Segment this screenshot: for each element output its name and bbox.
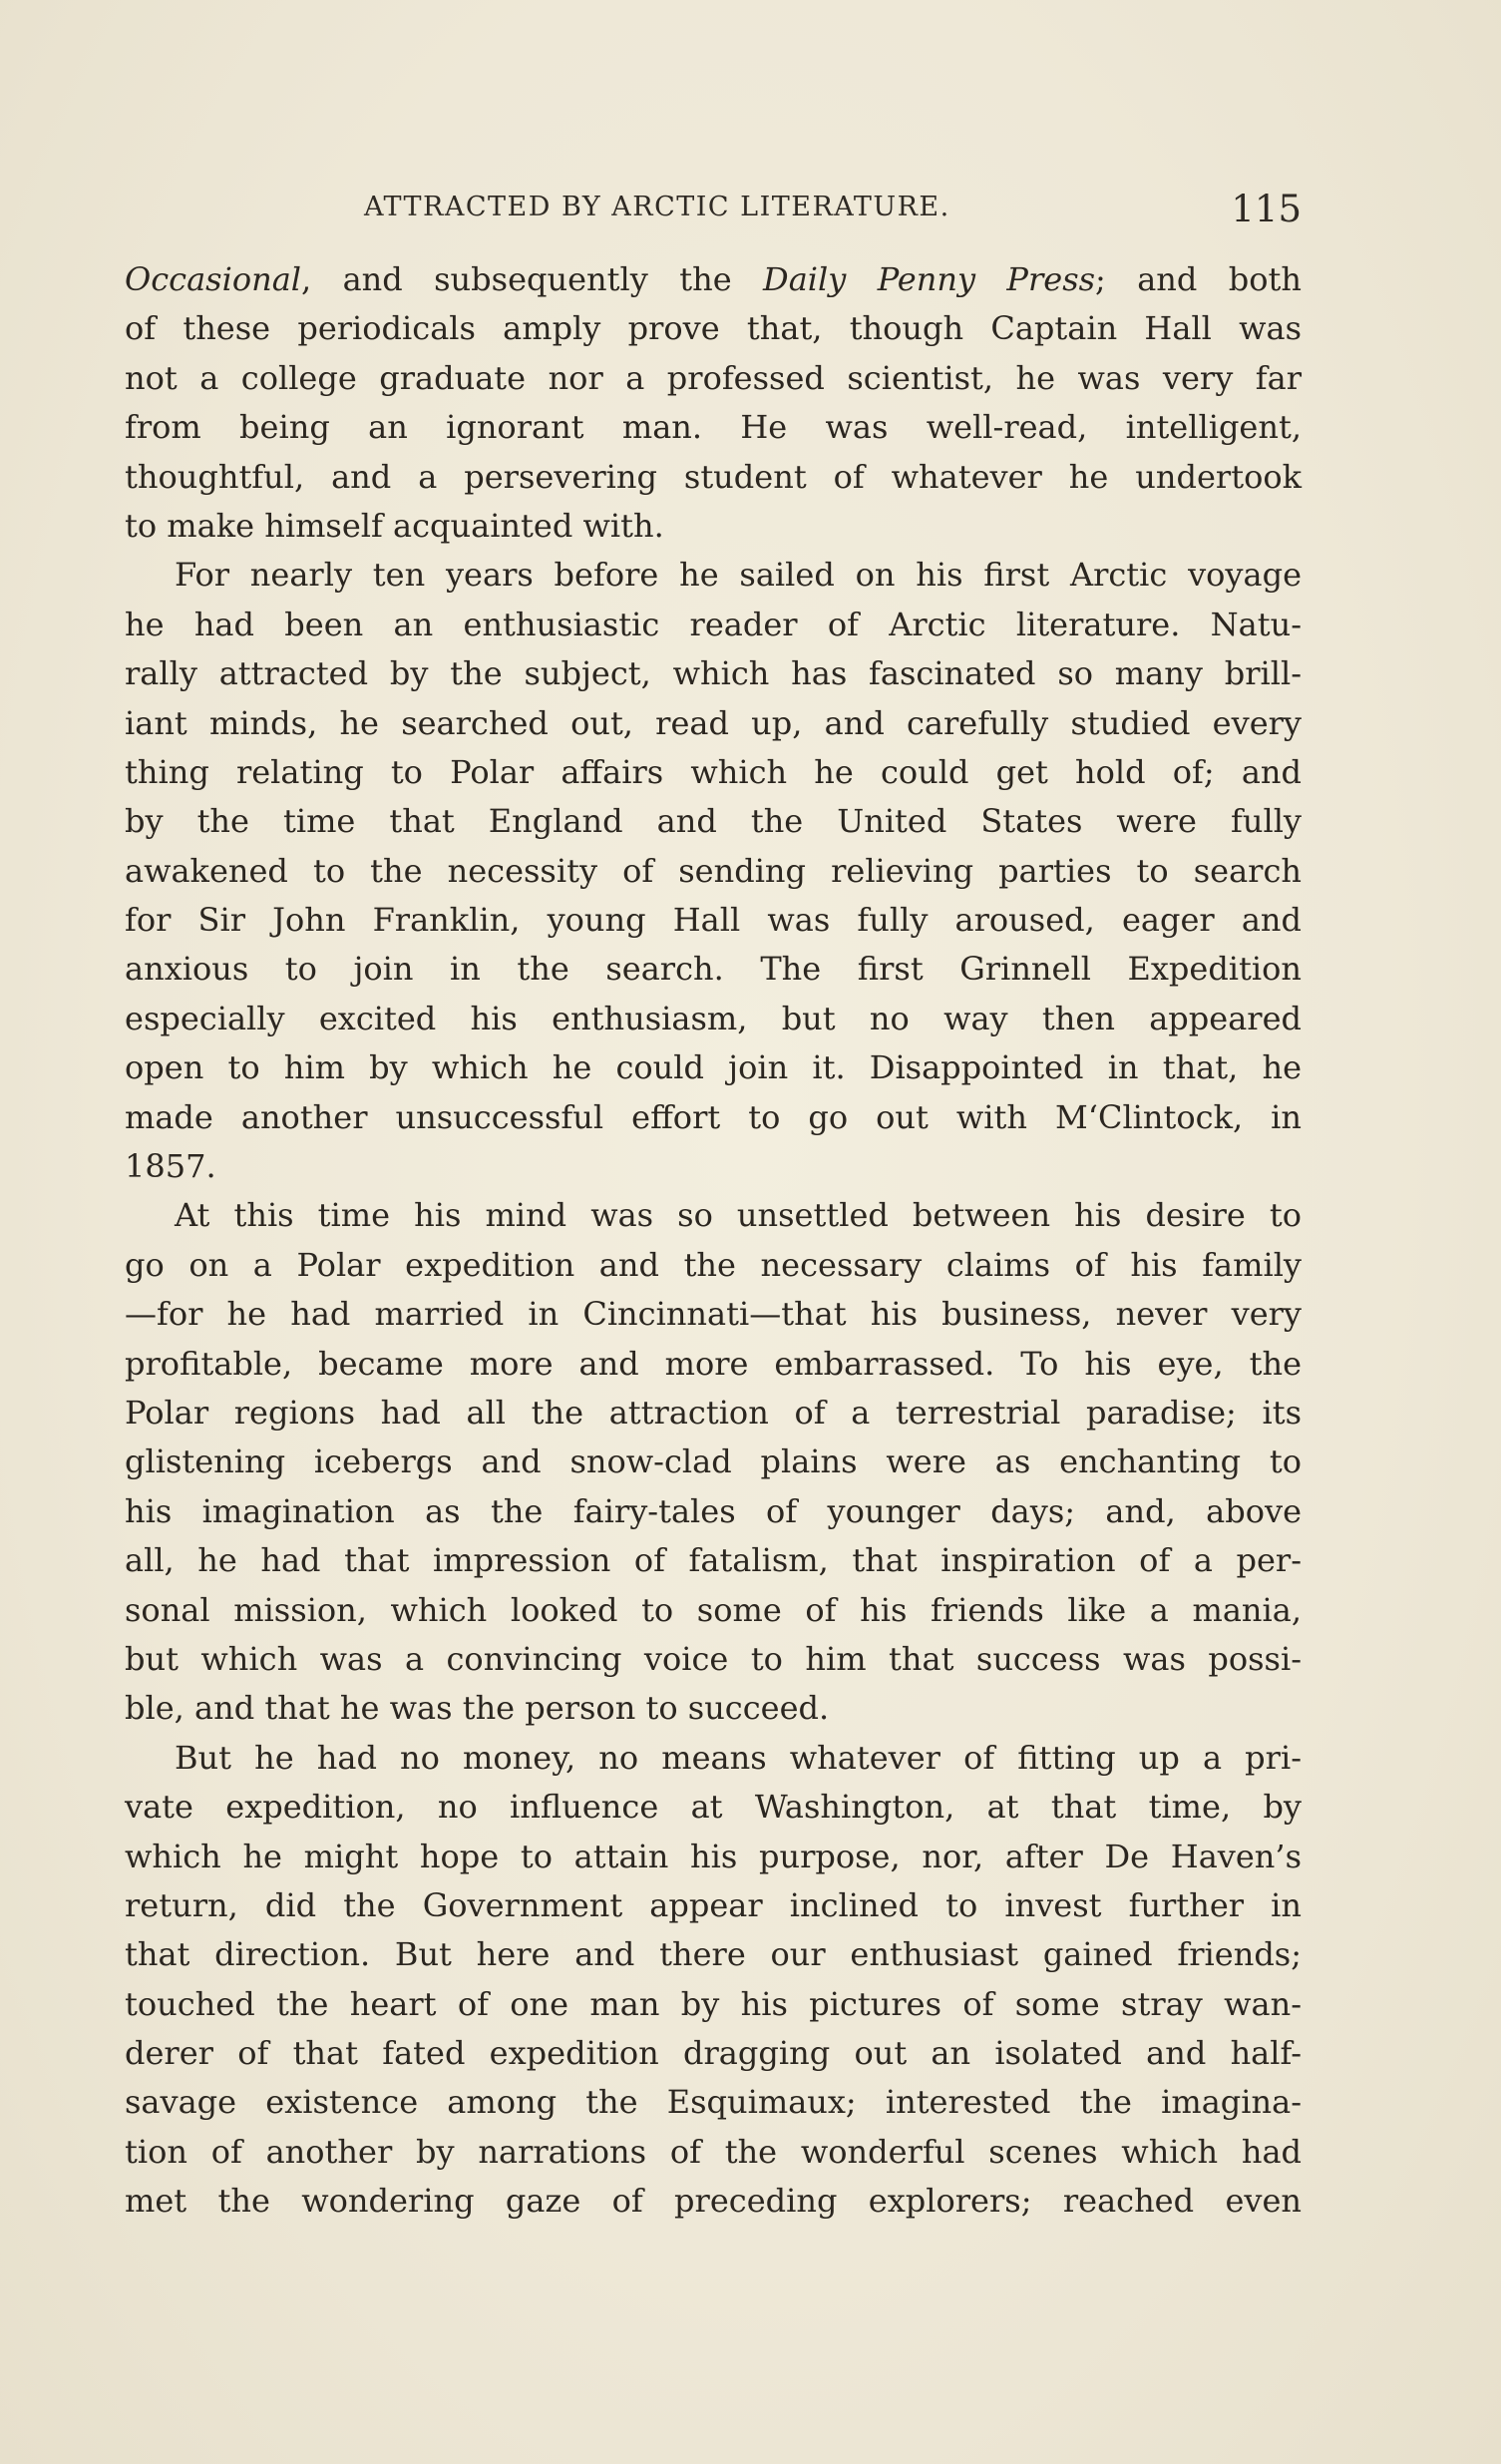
text-line: but which was a convincing voice to him that success was possi-	[125, 1639, 1302, 1678]
text-line: all, he had that impression of fatalism, that inspiration of a per-	[125, 1541, 1302, 1580]
text-line: touched the heart of one man by his pictures of some stray wan-	[125, 1984, 1302, 2023]
text-line: 1857.	[125, 1147, 216, 1186]
paragraph-first-line: But he had no money, no means whatever of fitting up a pri-	[175, 1738, 1302, 1777]
text-line: thoughtful, and a persevering student of whatever he undertook	[125, 457, 1302, 496]
running-header	[125, 188, 1302, 239]
text-line: by the time that England and the United States were fully	[125, 802, 1302, 841]
text-line: which he might hope to attain his purpose, nor, after De Haven’s	[125, 1837, 1302, 1875]
text-line: glistening icebergs and snow-clad plains were as enchanting to	[125, 1442, 1302, 1481]
text-line: for Sir John Franklin, young Hall was fully aroused, eager and	[125, 901, 1302, 940]
text-line: ble, and that he was the person to succeed.	[125, 1689, 830, 1728]
running-title: ATTRACTED BY ARCTIC LITERATURE.	[364, 192, 950, 222]
text-line: met the wondering gaze of preceding explorers; reached even	[125, 2182, 1302, 2221]
text-line: Occasional, and subsequently the Daily Penny Press; and both	[125, 260, 1303, 298]
text-line: not a college graduate nor a professed scientist, he was very far	[125, 358, 1302, 397]
text-line: return, did the Government appear inclined to invest further in	[125, 1885, 1302, 1924]
text-line: thing relating to Polar affairs which he could get hold of; and	[125, 752, 1302, 791]
text-line: that direction. But here and there our enthusiast gained friends;	[125, 1935, 1302, 1974]
text-line: savage existence among the Esquimaux; interested the imagina-	[125, 2083, 1302, 2122]
page-number: 115	[1231, 188, 1302, 230]
text-line: his imagination as the fairy-tales of younger days; and, above	[125, 1491, 1302, 1530]
text-line: vate expedition, no influence at Washington, at that time, by	[125, 1788, 1302, 1827]
text-line: sonal mission, which looked to some of his friends like a mania,	[125, 1590, 1302, 1629]
paragraph-first-line: At this time his mind was so unsettled between his desire to	[175, 1196, 1302, 1235]
paragraph-first-line: For nearly ten years before he sailed on his first Arctic voyage	[175, 556, 1302, 595]
text-line: rally attracted by the subject, which has fascinated so many brill-	[125, 654, 1302, 693]
text-line: of these periodicals amply prove that, though Captain Hall was	[125, 309, 1302, 348]
text-line: iant minds, he searched out, read up, and carefully studied every	[125, 703, 1302, 742]
text-line: to make himself acquainted with.	[125, 506, 664, 545]
text-line: awakened to the necessity of sending relieving parties to search	[125, 851, 1302, 890]
text-line: profitable, became more and more embarrassed. To his eye, the	[125, 1344, 1302, 1383]
body-text	[125, 255, 1302, 2227]
text-line: open to him by which he could join it. Disappointed in that, he	[125, 1048, 1302, 1087]
text-line: he had been an enthusiastic reader of Arctic literature. Natu-	[125, 605, 1302, 643]
text-line: made another unsuccessful effort to go out with M‘Clintock, in	[125, 1097, 1302, 1136]
text-line: derer of that fated expedition dragging out an isolated and half-	[125, 2034, 1302, 2073]
text-line: Polar regions had all the attraction of a terrestrial paradise; its	[125, 1393, 1302, 1432]
text-line: tion of another by narrations of the wonderful scenes which had	[125, 2132, 1302, 2171]
text-line: anxious to join in the search. The first Grinnell Expedition	[125, 950, 1302, 989]
text-line: especially excited his enthusiasm, but no way then appeared	[125, 999, 1302, 1037]
text-line: from being an ignorant man. He was well-read, intelligent,	[125, 408, 1302, 447]
text-line: —for he had married in Cincinnati—that his business, never very	[125, 1295, 1302, 1334]
text-line: go on a Polar expedition and the necessary claims of his family	[125, 1245, 1302, 1284]
